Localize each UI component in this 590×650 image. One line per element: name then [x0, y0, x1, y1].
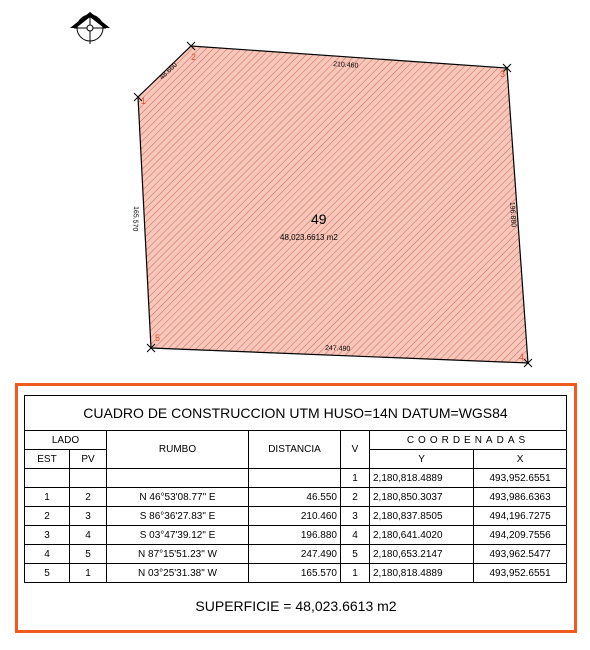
header-lado: LADO	[25, 431, 107, 450]
construction-table	[24, 430, 567, 583]
table-row	[25, 507, 567, 526]
side-label-5-1: 165.570	[131, 205, 139, 232]
cell-pv: 5	[70, 545, 107, 564]
table-row	[25, 526, 567, 545]
cell-rumbo: S 86°36'27.83" E	[107, 507, 249, 526]
side-label-4-5: 247.490	[324, 345, 351, 353]
north-arrow-icon	[70, 12, 110, 44]
superficie-total: SUPERFICIE = 48,023.6613 m2	[195, 598, 397, 614]
cell-v: 4	[341, 526, 370, 545]
cell-distancia: 247.490	[249, 545, 341, 564]
table-row	[25, 488, 567, 507]
side-label-2-3: 210.460	[332, 61, 359, 70]
cell-est: 4	[25, 545, 70, 564]
cell-y: 2,180,837.8505	[370, 507, 474, 526]
cell-x: 494,196.7275	[474, 507, 567, 526]
cell-est: 3	[25, 526, 70, 545]
cell-rumbo: N 03°25'31.38" W	[107, 564, 249, 583]
cell-y: 2,180,850.3037	[370, 488, 474, 507]
cell-rumbo: S 03°47'39.12" E	[107, 526, 249, 545]
cell-distancia	[249, 469, 341, 488]
table-row	[25, 545, 567, 564]
header-coordenadas: COORDENADAS	[370, 431, 567, 450]
side-label-3-4: 196.880	[508, 201, 517, 228]
cell-x: 493,952.6551	[474, 469, 567, 488]
cell-est: 5	[25, 564, 70, 583]
vertex-label-1: 1	[141, 96, 147, 106]
cell-x: 494,209.7556	[474, 526, 567, 545]
cell-v: 3	[341, 507, 370, 526]
vertex-label-4: 4	[519, 352, 525, 362]
lot-number: 49	[311, 211, 327, 227]
header-v: V	[341, 431, 370, 469]
cell-distancia: 46.550	[249, 488, 341, 507]
cell-y: 2,180,653.2147	[370, 545, 474, 564]
lot-polygon	[138, 46, 528, 363]
cell-y: 2,180,818.4889	[370, 564, 474, 583]
cell-v: 2	[341, 488, 370, 507]
cell-v: 1	[341, 469, 370, 488]
cell-distancia: 210.460	[249, 507, 341, 526]
vertex-label-5: 5	[155, 333, 161, 343]
cell-distancia: 165.570	[249, 564, 341, 583]
cell-rumbo: N 87°15'51.23" W	[107, 545, 249, 564]
construction-table-frame	[15, 383, 577, 633]
table-row	[25, 564, 567, 583]
cell-pv: 3	[70, 507, 107, 526]
cell-pv: 4	[70, 526, 107, 545]
vertex-label-2: 2	[191, 52, 197, 62]
header-rumbo: RUMBO	[107, 431, 249, 469]
header-y: Y	[370, 450, 474, 469]
cell-est: 2	[25, 507, 70, 526]
cell-v: 1	[341, 564, 370, 583]
table-title: CUADRO DE CONSTRUCCION UTM HUSO=14N DATUM=WGS84	[24, 395, 567, 430]
header-x: X	[474, 450, 567, 469]
header-pv: PV	[70, 450, 107, 469]
cell-distancia: 196.880	[249, 526, 341, 545]
cell-pv: 1	[70, 564, 107, 583]
table-row-initial	[25, 469, 567, 488]
header-distancia: DISTANCIA	[249, 431, 341, 469]
vertex-label-3: 3	[500, 69, 506, 79]
lot-area-label: 48,023.6613 m2	[280, 233, 338, 242]
cell-est: 1	[25, 488, 70, 507]
cell-y: 2,180,641.4020	[370, 526, 474, 545]
cell-x: 493,952.6551	[474, 564, 567, 583]
cell-v: 5	[341, 545, 370, 564]
side-label-1-2: 48.660	[158, 61, 179, 82]
cell-x: 493,962.5477	[474, 545, 567, 564]
cell-rumbo	[107, 469, 249, 488]
cell-pv	[70, 469, 107, 488]
cell-est	[25, 469, 70, 488]
cell-rumbo: N 46°53'08.77" E	[107, 488, 249, 507]
header-est: EST	[25, 450, 70, 469]
cell-y: 2,180,818.4889	[370, 469, 474, 488]
cell-pv: 2	[70, 488, 107, 507]
cell-x: 493,986.6363	[474, 488, 567, 507]
